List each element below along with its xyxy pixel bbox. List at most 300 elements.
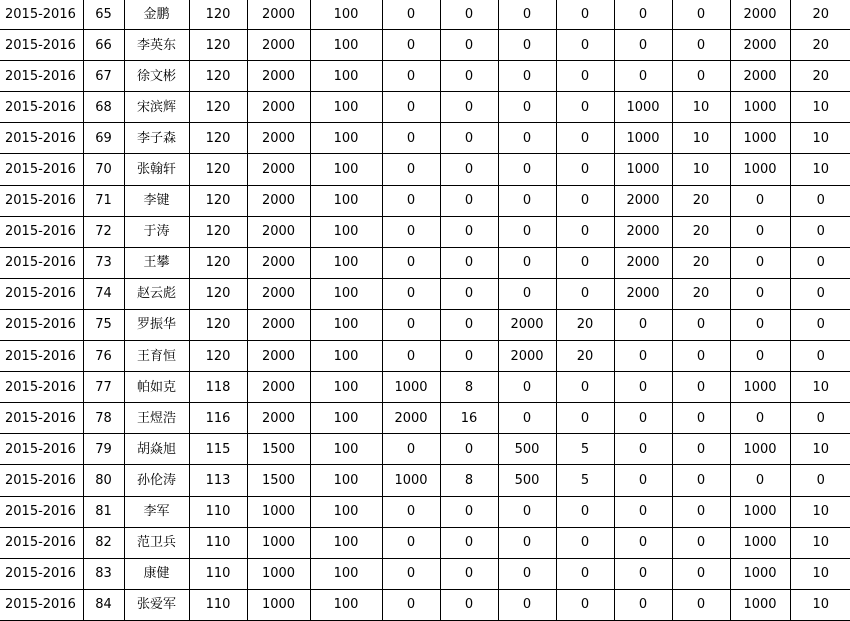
number-cell: 69 — [83, 123, 124, 154]
col7-cell: 0 — [382, 61, 440, 92]
col13-cell: 1000 — [730, 123, 790, 154]
table-row — [0, 154, 850, 185]
col10-cell: 20 — [556, 309, 614, 340]
name-cell: 范卫兵 — [124, 527, 189, 558]
col4-cell: 110 — [189, 589, 247, 620]
col4-cell: 110 — [189, 496, 247, 527]
col9-cell: 0 — [498, 30, 556, 61]
col14-cell: 10 — [790, 527, 850, 558]
name-cell: 李键 — [124, 185, 189, 216]
year-cell: 2015-2016 — [0, 403, 83, 434]
year-cell: 2015-2016 — [0, 434, 83, 465]
col8-cell: 0 — [440, 216, 498, 247]
col9-cell: 0 — [498, 278, 556, 309]
table-row — [0, 434, 850, 465]
col6-cell: 100 — [310, 123, 382, 154]
col6-cell: 100 — [310, 309, 382, 340]
number-cell: 73 — [83, 247, 124, 278]
col11-cell: 0 — [614, 30, 672, 61]
name-cell: 于涛 — [124, 216, 189, 247]
year-cell: 2015-2016 — [0, 185, 83, 216]
col12-cell: 20 — [672, 278, 730, 309]
number-cell: 82 — [83, 527, 124, 558]
number-cell: 70 — [83, 154, 124, 185]
col5-cell: 1000 — [247, 496, 310, 527]
col9-cell: 0 — [498, 403, 556, 434]
col10-cell: 0 — [556, 278, 614, 309]
col8-cell: 0 — [440, 589, 498, 620]
number-cell: 68 — [83, 92, 124, 123]
table-row — [0, 589, 850, 620]
col9-cell: 2000 — [498, 341, 556, 372]
col14-cell: 20 — [790, 61, 850, 92]
col12-cell: 0 — [672, 0, 730, 30]
col5-cell: 2000 — [247, 403, 310, 434]
col9-cell: 0 — [498, 154, 556, 185]
col12-cell: 0 — [672, 527, 730, 558]
col11-cell: 1000 — [614, 123, 672, 154]
col8-cell: 0 — [440, 309, 498, 340]
col10-cell: 0 — [556, 372, 614, 403]
col6-cell: 100 — [310, 30, 382, 61]
col5-cell: 2000 — [247, 123, 310, 154]
name-cell: 王攀 — [124, 247, 189, 278]
col9-cell: 500 — [498, 465, 556, 496]
col13-cell: 1000 — [730, 372, 790, 403]
col11-cell: 2000 — [614, 185, 672, 216]
year-cell: 2015-2016 — [0, 247, 83, 278]
col12-cell: 20 — [672, 216, 730, 247]
col14-cell: 10 — [790, 92, 850, 123]
year-cell: 2015-2016 — [0, 30, 83, 61]
col8-cell: 8 — [440, 372, 498, 403]
year-cell: 2015-2016 — [0, 527, 83, 558]
col14-cell: 0 — [790, 185, 850, 216]
table-row — [0, 216, 850, 247]
col11-cell: 2000 — [614, 247, 672, 278]
year-cell: 2015-2016 — [0, 123, 83, 154]
col10-cell: 0 — [556, 216, 614, 247]
col6-cell: 100 — [310, 527, 382, 558]
col13-cell: 0 — [730, 309, 790, 340]
col11-cell: 0 — [614, 465, 672, 496]
col14-cell: 10 — [790, 123, 850, 154]
col13-cell: 0 — [730, 216, 790, 247]
col12-cell: 10 — [672, 154, 730, 185]
col7-cell: 1000 — [382, 372, 440, 403]
col8-cell: 0 — [440, 341, 498, 372]
col8-cell: 0 — [440, 558, 498, 589]
col13-cell: 1000 — [730, 527, 790, 558]
col8-cell: 0 — [440, 247, 498, 278]
col4-cell: 120 — [189, 341, 247, 372]
col5-cell: 1000 — [247, 527, 310, 558]
col12-cell: 20 — [672, 247, 730, 278]
col13-cell: 1000 — [730, 434, 790, 465]
col10-cell: 20 — [556, 341, 614, 372]
col6-cell: 100 — [310, 589, 382, 620]
number-cell: 78 — [83, 403, 124, 434]
col5-cell: 1500 — [247, 434, 310, 465]
col4-cell: 120 — [189, 309, 247, 340]
col11-cell: 0 — [614, 0, 672, 30]
col12-cell: 0 — [672, 434, 730, 465]
col6-cell: 100 — [310, 558, 382, 589]
col5-cell: 2000 — [247, 278, 310, 309]
col11-cell: 0 — [614, 434, 672, 465]
col14-cell: 10 — [790, 589, 850, 620]
col14-cell: 0 — [790, 216, 850, 247]
col10-cell: 0 — [556, 92, 614, 123]
table-row — [0, 309, 850, 340]
col13-cell: 0 — [730, 403, 790, 434]
col10-cell: 0 — [556, 154, 614, 185]
name-cell: 金鹏 — [124, 0, 189, 30]
number-cell: 76 — [83, 341, 124, 372]
col6-cell: 100 — [310, 92, 382, 123]
col9-cell: 0 — [498, 216, 556, 247]
col14-cell: 0 — [790, 278, 850, 309]
year-cell: 2015-2016 — [0, 341, 83, 372]
col5-cell: 2000 — [247, 154, 310, 185]
col11-cell: 0 — [614, 558, 672, 589]
col8-cell: 0 — [440, 278, 498, 309]
col12-cell: 0 — [672, 465, 730, 496]
number-cell: 71 — [83, 185, 124, 216]
year-cell: 2015-2016 — [0, 496, 83, 527]
col4-cell: 120 — [189, 154, 247, 185]
table-row — [0, 403, 850, 434]
col5-cell: 2000 — [247, 30, 310, 61]
name-cell: 李英东 — [124, 30, 189, 61]
col9-cell: 0 — [498, 123, 556, 154]
col6-cell: 100 — [310, 278, 382, 309]
col14-cell: 10 — [790, 154, 850, 185]
year-cell: 2015-2016 — [0, 558, 83, 589]
col5-cell: 1000 — [247, 558, 310, 589]
col12-cell: 0 — [672, 61, 730, 92]
col5-cell: 2000 — [247, 216, 310, 247]
col11-cell: 2000 — [614, 216, 672, 247]
col11-cell: 0 — [614, 61, 672, 92]
col14-cell: 10 — [790, 434, 850, 465]
col6-cell: 100 — [310, 247, 382, 278]
col6-cell: 100 — [310, 372, 382, 403]
col9-cell: 0 — [498, 0, 556, 30]
number-cell: 79 — [83, 434, 124, 465]
col8-cell: 0 — [440, 92, 498, 123]
col7-cell: 0 — [382, 0, 440, 30]
col8-cell: 0 — [440, 30, 498, 61]
col11-cell: 1000 — [614, 154, 672, 185]
name-cell: 宋滨辉 — [124, 92, 189, 123]
col11-cell: 0 — [614, 403, 672, 434]
col7-cell: 0 — [382, 154, 440, 185]
name-cell: 李子森 — [124, 123, 189, 154]
col12-cell: 0 — [672, 558, 730, 589]
col14-cell: 0 — [790, 403, 850, 434]
name-cell: 康健 — [124, 558, 189, 589]
col6-cell: 100 — [310, 216, 382, 247]
col12-cell: 0 — [672, 341, 730, 372]
number-cell: 67 — [83, 61, 124, 92]
col11-cell: 0 — [614, 527, 672, 558]
col5-cell: 2000 — [247, 92, 310, 123]
col4-cell: 120 — [189, 61, 247, 92]
col9-cell: 2000 — [498, 309, 556, 340]
col7-cell: 0 — [382, 30, 440, 61]
col5-cell: 2000 — [247, 372, 310, 403]
col12-cell: 0 — [672, 309, 730, 340]
col10-cell: 0 — [556, 589, 614, 620]
table-row — [0, 0, 850, 30]
name-cell: 张爱军 — [124, 589, 189, 620]
col9-cell: 0 — [498, 61, 556, 92]
col4-cell: 120 — [189, 0, 247, 30]
table-row — [0, 527, 850, 558]
col10-cell: 5 — [556, 434, 614, 465]
table-row — [0, 185, 850, 216]
col4-cell: 110 — [189, 558, 247, 589]
col10-cell: 0 — [556, 527, 614, 558]
col5-cell: 2000 — [247, 247, 310, 278]
col9-cell: 0 — [498, 92, 556, 123]
col12-cell: 10 — [672, 123, 730, 154]
col14-cell: 20 — [790, 0, 850, 30]
col5-cell: 2000 — [247, 341, 310, 372]
number-cell: 83 — [83, 558, 124, 589]
number-cell: 66 — [83, 30, 124, 61]
col7-cell: 0 — [382, 341, 440, 372]
col11-cell: 0 — [614, 372, 672, 403]
col4-cell: 120 — [189, 247, 247, 278]
col13-cell: 1000 — [730, 558, 790, 589]
col11-cell: 0 — [614, 309, 672, 340]
col9-cell: 0 — [498, 185, 556, 216]
name-cell: 徐文彬 — [124, 61, 189, 92]
col10-cell: 0 — [556, 247, 614, 278]
col8-cell: 0 — [440, 0, 498, 30]
col9-cell: 500 — [498, 434, 556, 465]
table-row — [0, 558, 850, 589]
col14-cell: 0 — [790, 247, 850, 278]
col4-cell: 120 — [189, 216, 247, 247]
col6-cell: 100 — [310, 0, 382, 30]
number-cell: 65 — [83, 0, 124, 30]
col13-cell: 0 — [730, 341, 790, 372]
number-cell: 80 — [83, 465, 124, 496]
col4-cell: 120 — [189, 278, 247, 309]
number-cell: 74 — [83, 278, 124, 309]
col6-cell: 100 — [310, 496, 382, 527]
col8-cell: 0 — [440, 496, 498, 527]
col14-cell: 0 — [790, 309, 850, 340]
col9-cell: 0 — [498, 372, 556, 403]
col14-cell: 0 — [790, 341, 850, 372]
col4-cell: 120 — [189, 185, 247, 216]
col7-cell: 0 — [382, 247, 440, 278]
col8-cell: 0 — [440, 61, 498, 92]
year-cell: 2015-2016 — [0, 92, 83, 123]
col13-cell: 2000 — [730, 30, 790, 61]
col8-cell: 8 — [440, 465, 498, 496]
number-cell: 77 — [83, 372, 124, 403]
col10-cell: 0 — [556, 496, 614, 527]
table-row — [0, 372, 850, 403]
year-cell: 2015-2016 — [0, 589, 83, 620]
col4-cell: 113 — [189, 465, 247, 496]
table-row — [0, 123, 850, 154]
col6-cell: 100 — [310, 465, 382, 496]
name-cell: 胡焱旭 — [124, 434, 189, 465]
col12-cell: 0 — [672, 403, 730, 434]
number-cell: 81 — [83, 496, 124, 527]
name-cell: 王育恒 — [124, 341, 189, 372]
col9-cell: 0 — [498, 527, 556, 558]
col7-cell: 2000 — [382, 403, 440, 434]
col13-cell: 0 — [730, 278, 790, 309]
col4-cell: 120 — [189, 123, 247, 154]
col7-cell: 0 — [382, 278, 440, 309]
col9-cell: 0 — [498, 496, 556, 527]
col13-cell: 1000 — [730, 496, 790, 527]
col12-cell: 20 — [672, 185, 730, 216]
name-cell: 张翰轩 — [124, 154, 189, 185]
col13-cell: 0 — [730, 247, 790, 278]
col7-cell: 0 — [382, 527, 440, 558]
col14-cell: 0 — [790, 465, 850, 496]
year-cell: 2015-2016 — [0, 154, 83, 185]
table-row — [0, 30, 850, 61]
name-cell: 赵云彪 — [124, 278, 189, 309]
col8-cell: 0 — [440, 434, 498, 465]
col13-cell: 1000 — [730, 589, 790, 620]
col9-cell: 0 — [498, 247, 556, 278]
col12-cell: 0 — [672, 372, 730, 403]
name-cell: 孙伦涛 — [124, 465, 189, 496]
col13-cell: 1000 — [730, 154, 790, 185]
col5-cell: 1000 — [247, 589, 310, 620]
year-cell: 2015-2016 — [0, 61, 83, 92]
col11-cell: 0 — [614, 341, 672, 372]
col13-cell: 2000 — [730, 0, 790, 30]
col7-cell: 1000 — [382, 465, 440, 496]
name-cell: 王煜浩 — [124, 403, 189, 434]
col7-cell: 0 — [382, 185, 440, 216]
col12-cell: 10 — [672, 92, 730, 123]
table-row — [0, 496, 850, 527]
year-cell: 2015-2016 — [0, 372, 83, 403]
col12-cell: 0 — [672, 496, 730, 527]
col11-cell: 1000 — [614, 92, 672, 123]
table-row — [0, 278, 850, 309]
year-cell: 2015-2016 — [0, 309, 83, 340]
col6-cell: 100 — [310, 434, 382, 465]
col13-cell: 0 — [730, 185, 790, 216]
number-cell: 75 — [83, 309, 124, 340]
col4-cell: 120 — [189, 30, 247, 61]
col7-cell: 0 — [382, 123, 440, 154]
col7-cell: 0 — [382, 434, 440, 465]
col6-cell: 100 — [310, 185, 382, 216]
col10-cell: 0 — [556, 185, 614, 216]
col14-cell: 10 — [790, 496, 850, 527]
col13-cell: 0 — [730, 465, 790, 496]
number-cell: 72 — [83, 216, 124, 247]
col9-cell: 0 — [498, 558, 556, 589]
col12-cell: 0 — [672, 30, 730, 61]
col11-cell: 0 — [614, 496, 672, 527]
col10-cell: 0 — [556, 558, 614, 589]
col12-cell: 0 — [672, 589, 730, 620]
col7-cell: 0 — [382, 92, 440, 123]
table-row — [0, 61, 850, 92]
col8-cell: 16 — [440, 403, 498, 434]
col10-cell: 0 — [556, 30, 614, 61]
col8-cell: 0 — [440, 123, 498, 154]
col4-cell: 110 — [189, 527, 247, 558]
number-cell: 84 — [83, 589, 124, 620]
col9-cell: 0 — [498, 589, 556, 620]
col7-cell: 0 — [382, 589, 440, 620]
col14-cell: 20 — [790, 30, 850, 61]
col10-cell: 0 — [556, 123, 614, 154]
col13-cell: 1000 — [730, 92, 790, 123]
col5-cell: 2000 — [247, 309, 310, 340]
col8-cell: 0 — [440, 154, 498, 185]
year-cell: 2015-2016 — [0, 278, 83, 309]
col11-cell: 0 — [614, 589, 672, 620]
col6-cell: 100 — [310, 403, 382, 434]
col14-cell: 10 — [790, 372, 850, 403]
col5-cell: 2000 — [247, 185, 310, 216]
name-cell: 帕如克 — [124, 372, 189, 403]
year-cell: 2015-2016 — [0, 0, 83, 30]
col8-cell: 0 — [440, 185, 498, 216]
col7-cell: 0 — [382, 496, 440, 527]
col8-cell: 0 — [440, 527, 498, 558]
col10-cell: 0 — [556, 0, 614, 30]
col4-cell: 116 — [189, 403, 247, 434]
table-row — [0, 465, 850, 496]
col4-cell: 120 — [189, 92, 247, 123]
year-cell: 2015-2016 — [0, 465, 83, 496]
name-cell: 李军 — [124, 496, 189, 527]
col10-cell: 0 — [556, 403, 614, 434]
table-row — [0, 92, 850, 123]
col5-cell: 2000 — [247, 0, 310, 30]
year-cell: 2015-2016 — [0, 216, 83, 247]
col4-cell: 115 — [189, 434, 247, 465]
table-row — [0, 247, 850, 278]
col7-cell: 0 — [382, 216, 440, 247]
col11-cell: 2000 — [614, 278, 672, 309]
col6-cell: 100 — [310, 61, 382, 92]
col5-cell: 2000 — [247, 61, 310, 92]
col5-cell: 1500 — [247, 465, 310, 496]
col14-cell: 10 — [790, 558, 850, 589]
col6-cell: 100 — [310, 154, 382, 185]
col4-cell: 118 — [189, 372, 247, 403]
table-row — [0, 341, 850, 372]
col7-cell: 0 — [382, 309, 440, 340]
col10-cell: 0 — [556, 61, 614, 92]
name-cell: 罗振华 — [124, 309, 189, 340]
col6-cell: 100 — [310, 341, 382, 372]
col10-cell: 5 — [556, 465, 614, 496]
col7-cell: 0 — [382, 558, 440, 589]
col13-cell: 2000 — [730, 61, 790, 92]
